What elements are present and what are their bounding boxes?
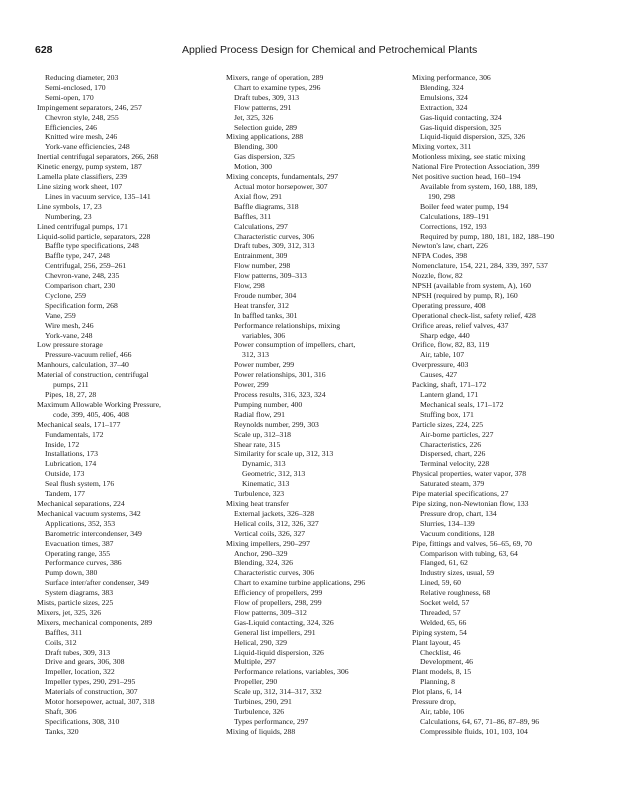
index-subentry: Coils, 312 <box>45 637 77 647</box>
index-subentry: Causes, 427 <box>420 370 458 380</box>
index-subentry: Flow of propellers, 298, 299 <box>234 598 322 608</box>
index-entry: Line sizing work sheet, 107 <box>37 181 123 191</box>
index-subentry: Anchor, 290–329 <box>234 548 288 558</box>
index-subentry: Cyclone, 259 <box>45 290 86 300</box>
index-subentry: Blending, 300 <box>234 142 278 152</box>
index-entry: Mechanical seals, 171–177 <box>37 419 121 429</box>
index-subentry: Liquid-liquid dispersion, 326 <box>234 647 324 657</box>
index-subentry: Chevron style, 248, 255 <box>45 112 119 122</box>
index-subentry: Drive and gears, 306, 308 <box>45 657 125 667</box>
page-number: 628 <box>35 44 53 56</box>
index-subentry: Baffle type specifications, 248 <box>45 241 139 251</box>
index-subentry: Shaft, 306 <box>45 707 77 716</box>
index-subentry: Stuffing box, 171 <box>420 409 474 419</box>
index-subentry: Calculations, 64, 67, 71–86, 87–89, 96 <box>420 716 540 726</box>
index-subentry: Motion, 300 <box>234 162 273 172</box>
index-entry: Mixing vortex, 311 <box>412 142 472 152</box>
index-entry: Orifice areas, relief valves, 437 <box>412 320 509 330</box>
index-entry: Particle sizes, 224, 225 <box>412 419 484 429</box>
index-subentry: Wire mesh, 246 <box>45 320 94 330</box>
index-subentry: Blending, 324 <box>420 82 464 92</box>
index-entry: Mixers, range of operation, 289 <box>226 73 324 82</box>
index-subentry: Reynolds number, 299, 303 <box>234 419 319 429</box>
index-entry: NPSH (available from system, A), 160 <box>412 281 531 291</box>
index-entry: Inertial centrifugal separators, 266, 268 <box>37 152 159 162</box>
index-subentry: Emulsions, 324 <box>420 92 468 102</box>
index-subentry: Pump down, 380 <box>45 568 98 578</box>
index-subentry: Slurries, 134–139 <box>420 518 475 528</box>
index-entry: Material of construction, centrifugal <box>37 370 149 380</box>
index-subentry: Seal flush system, 176 <box>45 479 115 489</box>
index-entry: Mixing concepts, fundamentals, 297 <box>226 172 339 182</box>
index-entry: Mists, particle sizes, 225 <box>37 598 114 608</box>
index-entry: Mixing impellers, 290–297 <box>226 538 310 548</box>
index-entry: Lamella plate classifiers, 239 <box>37 172 128 182</box>
index-entry: Piping system, 54 <box>412 627 467 637</box>
index-subentry: Semi-enclosed, 170 <box>45 82 106 92</box>
index-subentry: Air, table, 106 <box>420 707 465 716</box>
index-subentry: Helical coils, 312, 326, 327 <box>234 518 319 528</box>
index-subentry: Efficiencies, 246 <box>45 122 97 132</box>
index-subentry: Draft tubes, 309, 313 <box>234 92 300 102</box>
index-subentry: Saturated steam, 379 <box>420 479 485 489</box>
index-entry: Nozzle, flow, 82 <box>412 271 463 281</box>
index-subentry: Multiple, 297 <box>234 657 276 667</box>
index-entry: Pipe, fittings and valves, 56–65, 69, 70 <box>412 538 533 548</box>
index-subentry: Barometric intercondenser, 349 <box>45 528 142 538</box>
index-subentry: Reducing diameter, 203 <box>45 73 119 82</box>
index-subentry: Power number, 299 <box>234 360 295 370</box>
index-subentry: Heat transfer, 312 <box>234 300 289 310</box>
index-entry: Net positive suction head, 160–194 <box>412 172 521 182</box>
index-subentry: Pressure-vacuum relief, 466 <box>45 350 132 360</box>
index-subentry: Entrainment, 309 <box>234 251 288 261</box>
index-entry: Kinetic energy, pump system, 187 <box>37 162 142 172</box>
index-entry: Manhours, calculation, 37–40 <box>37 360 129 370</box>
index-subentry: Pressure drop, chart, 134 <box>420 508 497 518</box>
index-subentry: System diagrams, 383 <box>45 588 114 598</box>
index-subentry: Tandem, 177 <box>45 489 86 499</box>
index-subentry: Air, table, 107 <box>420 350 465 360</box>
index-subentry: Outside, 173 <box>45 469 85 479</box>
index-subentry: Fundamentals, 172 <box>45 429 104 439</box>
index-subentry: Motor horsepower, actual, 307, 318 <box>45 697 155 707</box>
index-entry: Nomenclature, 154, 221, 284, 339, 397, 537 <box>412 261 548 271</box>
index-subentry: Welded, 65, 66 <box>420 617 467 627</box>
index-entry: Line symbols, 17, 23 <box>37 201 102 211</box>
index-subentry: 312, 313 <box>242 350 269 360</box>
index-subentry: Extraction, 324 <box>420 102 468 112</box>
index-subentry: Planning, 8 <box>420 677 456 687</box>
index-entry: Plant models, 8, 15 <box>412 667 472 677</box>
index-subentry: Vacuum conditions, 128 <box>420 528 495 538</box>
index-subentry: Flow, 298 <box>234 281 265 291</box>
index-subentry: Boiler feed water pump, 194 <box>420 201 509 211</box>
index-subentry: Chart to examine types, 296 <box>234 82 321 92</box>
index-subentry: Power relationships, 301, 316 <box>234 370 326 380</box>
index-subentry: Vane, 259 <box>45 310 76 320</box>
index-subentry: Kinematic, 313 <box>242 479 290 489</box>
index-entry: Mixing heat transfer <box>226 498 289 508</box>
index-subentry: Selection guide, 289 <box>234 122 297 132</box>
index-subentry: Helical, 290, 329 <box>234 637 287 647</box>
index-subentry: Sharp edge, 440 <box>420 330 470 340</box>
index-subentry: Impeller, location, 322 <box>45 667 115 677</box>
index-entry: Mixing of liquids, 288 <box>226 726 296 736</box>
index-entry: Packing, shaft, 171–172 <box>412 380 487 390</box>
index-entry: Pressure drop, <box>412 697 456 707</box>
index-subentry: Shear rate, 315 <box>234 439 281 449</box>
index-subentry: Dispersed, chart, 226 <box>420 449 486 459</box>
index-entry: Physical properties, water vapor, 378 <box>412 469 527 479</box>
index-subentry: Inside, 172 <box>45 439 80 449</box>
page-header <box>35 44 597 58</box>
index-subentry: Chart to examine turbine applications, 296 <box>234 578 366 588</box>
index-entry: Mixing performance, 306 <box>412 73 491 82</box>
index-subentry: Actual motor horsepower, 307 <box>234 181 328 191</box>
index-columns <box>37 73 602 788</box>
index-subentry: Pumping number, 400 <box>234 399 303 409</box>
index-entry: Overpressure, 403 <box>412 360 469 370</box>
index-subentry: Scale up, 312, 314–317, 332 <box>234 687 322 697</box>
index-subentry: Calculations, 297 <box>234 221 288 231</box>
index-subentry: Baffle diagrams, 318 <box>234 201 299 211</box>
index-subentry: Turbines, 290, 291 <box>234 697 292 707</box>
index-entry: Motionless mixing, see static mixing <box>412 152 526 162</box>
index-subentry: Flow number, 298 <box>234 261 291 271</box>
index-subentry: York-vane, 248 <box>45 330 93 340</box>
index-subentry: Surface inter/after condenser, 349 <box>45 578 149 588</box>
index-subentry: Blending, 324, 326 <box>234 558 293 568</box>
index-subentry: Turbulence, 326 <box>234 707 285 716</box>
index-subentry: Radial flow, 291 <box>234 409 285 419</box>
index-subentry: Checklist, 46 <box>420 647 461 657</box>
index-subentry: Numbering, 23 <box>45 211 92 221</box>
index-entry: NFPA Codes, 398 <box>412 251 468 261</box>
index-subentry: Characteristics, 226 <box>420 439 482 449</box>
index-subentry: Flow patterns, 309–312 <box>234 607 307 617</box>
index-subentry: Calculations, 189–191 <box>420 211 490 221</box>
index-entry: Operational check-list, safety relief, 428 <box>412 310 536 320</box>
index-subentry: Pipes, 18, 27, 28 <box>45 390 97 399</box>
index-subentry: Performance relationships, mixing <box>234 320 341 330</box>
index-subentry: Characteristic curves, 306 <box>234 231 315 241</box>
index-entry: Mixers, jet, 325, 326 <box>37 607 102 617</box>
index-subentry: Required by pump, 180, 181, 182, 188–190 <box>420 231 555 241</box>
index-entry: Liquid-solid particle, separators, 228 <box>37 231 151 241</box>
index-entry: Maximum Allowable Working Pressure, <box>37 399 161 409</box>
index-subentry: Flow patterns, 309–313 <box>234 271 307 281</box>
index-subentry: 190, 298 <box>428 191 455 201</box>
index-subentry: Performance relations, variables, 306 <box>234 667 349 677</box>
index-subentry: Baffles, 311 <box>234 211 272 221</box>
index-subentry: Types performance, 297 <box>234 716 309 726</box>
index-subentry: Specification form, 268 <box>45 300 118 310</box>
index-subentry: Industry sizes, usual, 59 <box>420 568 495 578</box>
index-entry: Impingement separators, 246, 257 <box>37 102 142 112</box>
index-subentry: Semi-open, 170 <box>45 92 94 102</box>
index-entry: NPSH (required by pump, R), 160 <box>412 290 518 300</box>
index-column-3 <box>412 73 602 737</box>
index-subentry: Evacuation times, 387 <box>45 538 114 548</box>
index-subentry: Gas-liquid dispersion, 325 <box>420 122 502 132</box>
index-subentry: Process results, 316, 323, 324 <box>234 390 326 399</box>
index-subentry: Corrections, 192, 193 <box>420 221 487 231</box>
index-entry: National Fire Protection Association, 399 <box>412 162 540 172</box>
index-subentry: Centrifugal, 256, 259–261 <box>45 261 127 271</box>
index-subentry: Power consumption of impellers, chart, <box>234 340 356 350</box>
index-column-2 <box>226 73 416 737</box>
index-entry: Orifice, flow, 82, 83, 119 <box>412 340 490 350</box>
index-subentry: Characteristic curves, 306 <box>234 568 315 578</box>
index-subentry: Comparison with tubing, 63, 64 <box>420 548 518 558</box>
index-subentry: Development, 46 <box>420 657 473 667</box>
index-subentry: Turbulence, 323 <box>234 489 285 499</box>
index-subentry: Impeller types, 290, 291–295 <box>45 677 136 687</box>
index-subentry: Tanks, 320 <box>45 726 79 736</box>
index-subentry: Gas-Liquid contacting, 324, 326 <box>234 617 334 627</box>
index-subentry: Draft tubes, 309, 313 <box>45 647 111 657</box>
index-entry: Mixing applications, 288 <box>226 132 304 142</box>
index-subentry: Power, 299 <box>234 380 269 390</box>
index-entry: Operating pressure, 408 <box>412 300 486 310</box>
index-subentry: Similarity for scale up, 312, 313 <box>234 449 334 459</box>
index-subentry: Vertical coils, 326, 327 <box>234 528 306 538</box>
index-subentry: General list impellers, 291 <box>234 627 316 637</box>
index-subentry: Froude number, 304 <box>234 290 297 300</box>
index-entry: Mechanical vacuum systems, 342 <box>37 508 141 518</box>
index-subentry: Geometric, 312, 313 <box>242 469 306 479</box>
index-entry: Low pressure storage <box>37 340 103 350</box>
index-subentry: Gas-liquid contacting, 324 <box>420 112 502 122</box>
index-subentry: Applications, 352, 353 <box>45 518 116 528</box>
index-subentry: Relative roughness, 68 <box>420 588 491 598</box>
index-subentry: Baffles, 311 <box>45 627 83 637</box>
index-subentry: Liquid-liquid dispersion, 325, 326 <box>420 132 526 142</box>
index-subentry: Specifications, 308, 310 <box>45 716 120 726</box>
index-entry: Plant layout, 45 <box>412 637 461 647</box>
index-subentry: Gas dispersion, 325 <box>234 152 295 162</box>
index-subentry: Operating range, 355 <box>45 548 111 558</box>
index-subentry: pumps, 211 <box>53 380 89 390</box>
index-column-1 <box>37 73 227 737</box>
index-subentry: Installations, 173 <box>45 449 98 459</box>
index-subentry: Lubrication, 174 <box>45 459 97 469</box>
index-subentry: Lines in vacuum service, 135–141 <box>45 191 151 201</box>
index-entry: Lined centrifugal pumps, 171 <box>37 221 128 231</box>
index-subentry: Jet, 325, 326 <box>234 112 274 122</box>
index-subentry: Baffle type, 247, 248 <box>45 251 110 261</box>
index-subentry: Axial flow, 291 <box>234 191 282 201</box>
index-subentry: Performance curves, 386 <box>45 558 122 568</box>
index-subentry: Lined, 59, 60 <box>420 578 461 588</box>
index-subentry: Draft tubes, 309, 312, 313 <box>234 241 315 251</box>
index-subentry: External jackets, 326–328 <box>234 508 315 518</box>
index-subentry: Flanged, 61, 62 <box>420 558 468 568</box>
index-entry: Mixers, mechanical components, 289 <box>37 617 153 627</box>
index-subentry: Threaded, 57 <box>420 607 461 617</box>
index-subentry: Available from system, 160, 188, 189, <box>420 181 538 191</box>
index-subentry: Flow patterns, 291 <box>234 102 292 112</box>
index-subentry: Chevron-vane, 248, 235 <box>45 271 120 281</box>
index-subentry: Socket weld, 57 <box>420 598 470 608</box>
index-subentry: York-vane efficiencies, 248 <box>45 142 130 152</box>
index-subentry: Scale up, 312–318 <box>234 429 292 439</box>
index-subentry: Compressible fluids, 101, 103, 104 <box>420 726 528 736</box>
running-title: Applied Process Design for Chemical and Petrochemical Plants <box>182 44 478 56</box>
index-subentry: Dynamic, 313 <box>242 459 286 469</box>
index-subentry: Efficiency of propellers, 299 <box>234 588 323 598</box>
index-entry: Newton's law, chart, 226 <box>412 241 488 251</box>
index-subentry: Terminal velocity, 228 <box>420 459 490 469</box>
index-entry: Pipe sizing, non-Newtonian flow, 133 <box>412 498 529 508</box>
index-subentry: code, 399, 405, 406, 408 <box>53 409 130 419</box>
index-entry: Mechanical separations, 224 <box>37 498 125 508</box>
index-subentry: Propeller, 290 <box>234 677 278 687</box>
index-subentry: variables, 306 <box>242 330 286 340</box>
index-subentry: Materials of construction, 307 <box>45 687 138 697</box>
index-subentry: In baffled tanks, 301 <box>234 310 298 320</box>
index-subentry: Lantern gland, 171 <box>420 390 479 399</box>
index-entry: Pipe material specifications, 27 <box>412 489 509 499</box>
index-subentry: Air-borne particles, 227 <box>420 429 494 439</box>
index-subentry: Knitted wire mesh, 246 <box>45 132 118 142</box>
index-subentry: Mechanical seals, 171–172 <box>420 399 504 409</box>
index-entry: Plot plans, 6, 14 <box>412 687 462 697</box>
index-subentry: Comparison chart, 230 <box>45 281 116 291</box>
